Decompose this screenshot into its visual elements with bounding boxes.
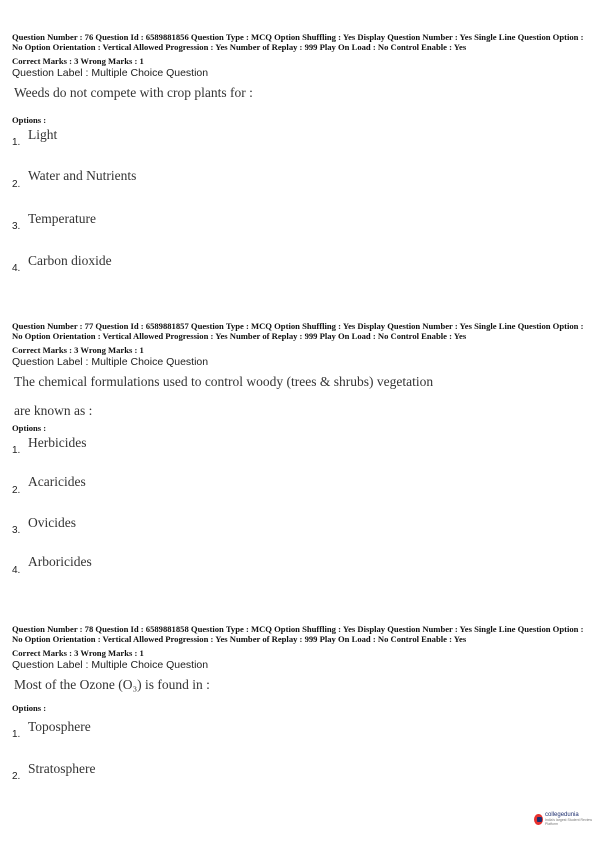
option-text: Acaricides [28,474,86,489]
option-3[interactable] [12,513,587,553]
option-text: Light [28,127,58,142]
question-label: Question Label : Multiple Choice Question [12,659,209,671]
question-meta: Question Number : 77 Question Id : 6589881857 Question Type : MCQ Option Shuffling : Yes Display Question Number : Yes Single Line Question Option : No Option Orientation : Vertical Allowed Progression : Yes Number of Replay : 999 Play On Load : No Control Enable : Yes [12,321,584,341]
option-text: Arboricides [28,554,92,569]
option-number: 2. [12,179,21,190]
option-text: Toposphere [28,719,91,734]
option-text: Ovicides [28,515,76,530]
option-2[interactable] [12,755,587,797]
option-text: Temperature [28,211,97,226]
option-number: 3. [12,221,21,232]
option-number: 2. [12,485,21,496]
watermark-tagline: India's largest Student Review Platform [545,818,592,826]
options-heading: Options : [12,115,47,125]
question-text: The chemical formulations used to control woody (trees & shrubs) vegetation [14,374,434,389]
option-1[interactable] [12,713,587,755]
option-text: Water and Nutrients [28,168,137,183]
option-text: Stratosphere [28,761,96,776]
options-heading: Options : [12,423,47,433]
question-block-78 [12,624,587,797]
option-text: Carbon dioxide [28,253,112,268]
option-4[interactable] [12,553,587,593]
option-number: 4. [12,565,21,576]
option-1[interactable] [12,125,587,167]
option-number: 1. [12,137,21,148]
option-4[interactable] [12,251,587,293]
collegedunia-logo-icon [534,814,543,825]
options-heading: Options : [12,703,47,713]
watermark-name: collegedunia [545,812,579,818]
option-3[interactable] [12,209,587,251]
option-number: 2. [12,771,21,782]
option-2[interactable] [12,167,587,209]
question-text: Most of the Ozone (O₃) is found in : [14,677,210,692]
question-block-77 [12,321,587,593]
watermark-text [545,812,595,826]
question-meta: Question Number : 78 Question Id : 6589881858 Question Type : MCQ Option Shuffling : Yes Display Question Number : Yes Single Line Question Option : No Option Orientation : Vertical Allowed Progression : Yes Number of Replay : 999 Play On Load : No Control Enable : Yes [12,624,584,644]
question-label: Question Label : Multiple Choice Question [12,67,209,79]
option-number: 1. [12,445,21,456]
option-number: 1. [12,729,21,740]
option-number: 3. [12,525,21,536]
question-marks: Correct Marks : 3 Wrong Marks : 1 [12,345,144,355]
option-1[interactable] [12,433,587,473]
question-marks: Correct Marks : 3 Wrong Marks : 1 [12,56,144,66]
collegedunia-watermark [534,812,595,826]
option-2[interactable] [12,473,587,513]
question-text-continued: are known as : [14,403,93,418]
question-text: Weeds do not compete with crop plants for : [14,85,253,100]
question-block-76 [12,32,587,293]
question-marks: Correct Marks : 3 Wrong Marks : 1 [12,648,144,658]
option-text: Herbicides [28,435,87,450]
option-number: 4. [12,263,21,274]
question-label: Question Label : Multiple Choice Question [12,356,209,368]
question-meta: Question Number : 76 Question Id : 6589881856 Question Type : MCQ Option Shuffling : Yes Display Question Number : Yes Single Line Question Option : No Option Orientation : Vertical Allowed Progression : Yes Number of Replay : 999 Play On Load : No Control Enable : Yes [12,32,584,52]
